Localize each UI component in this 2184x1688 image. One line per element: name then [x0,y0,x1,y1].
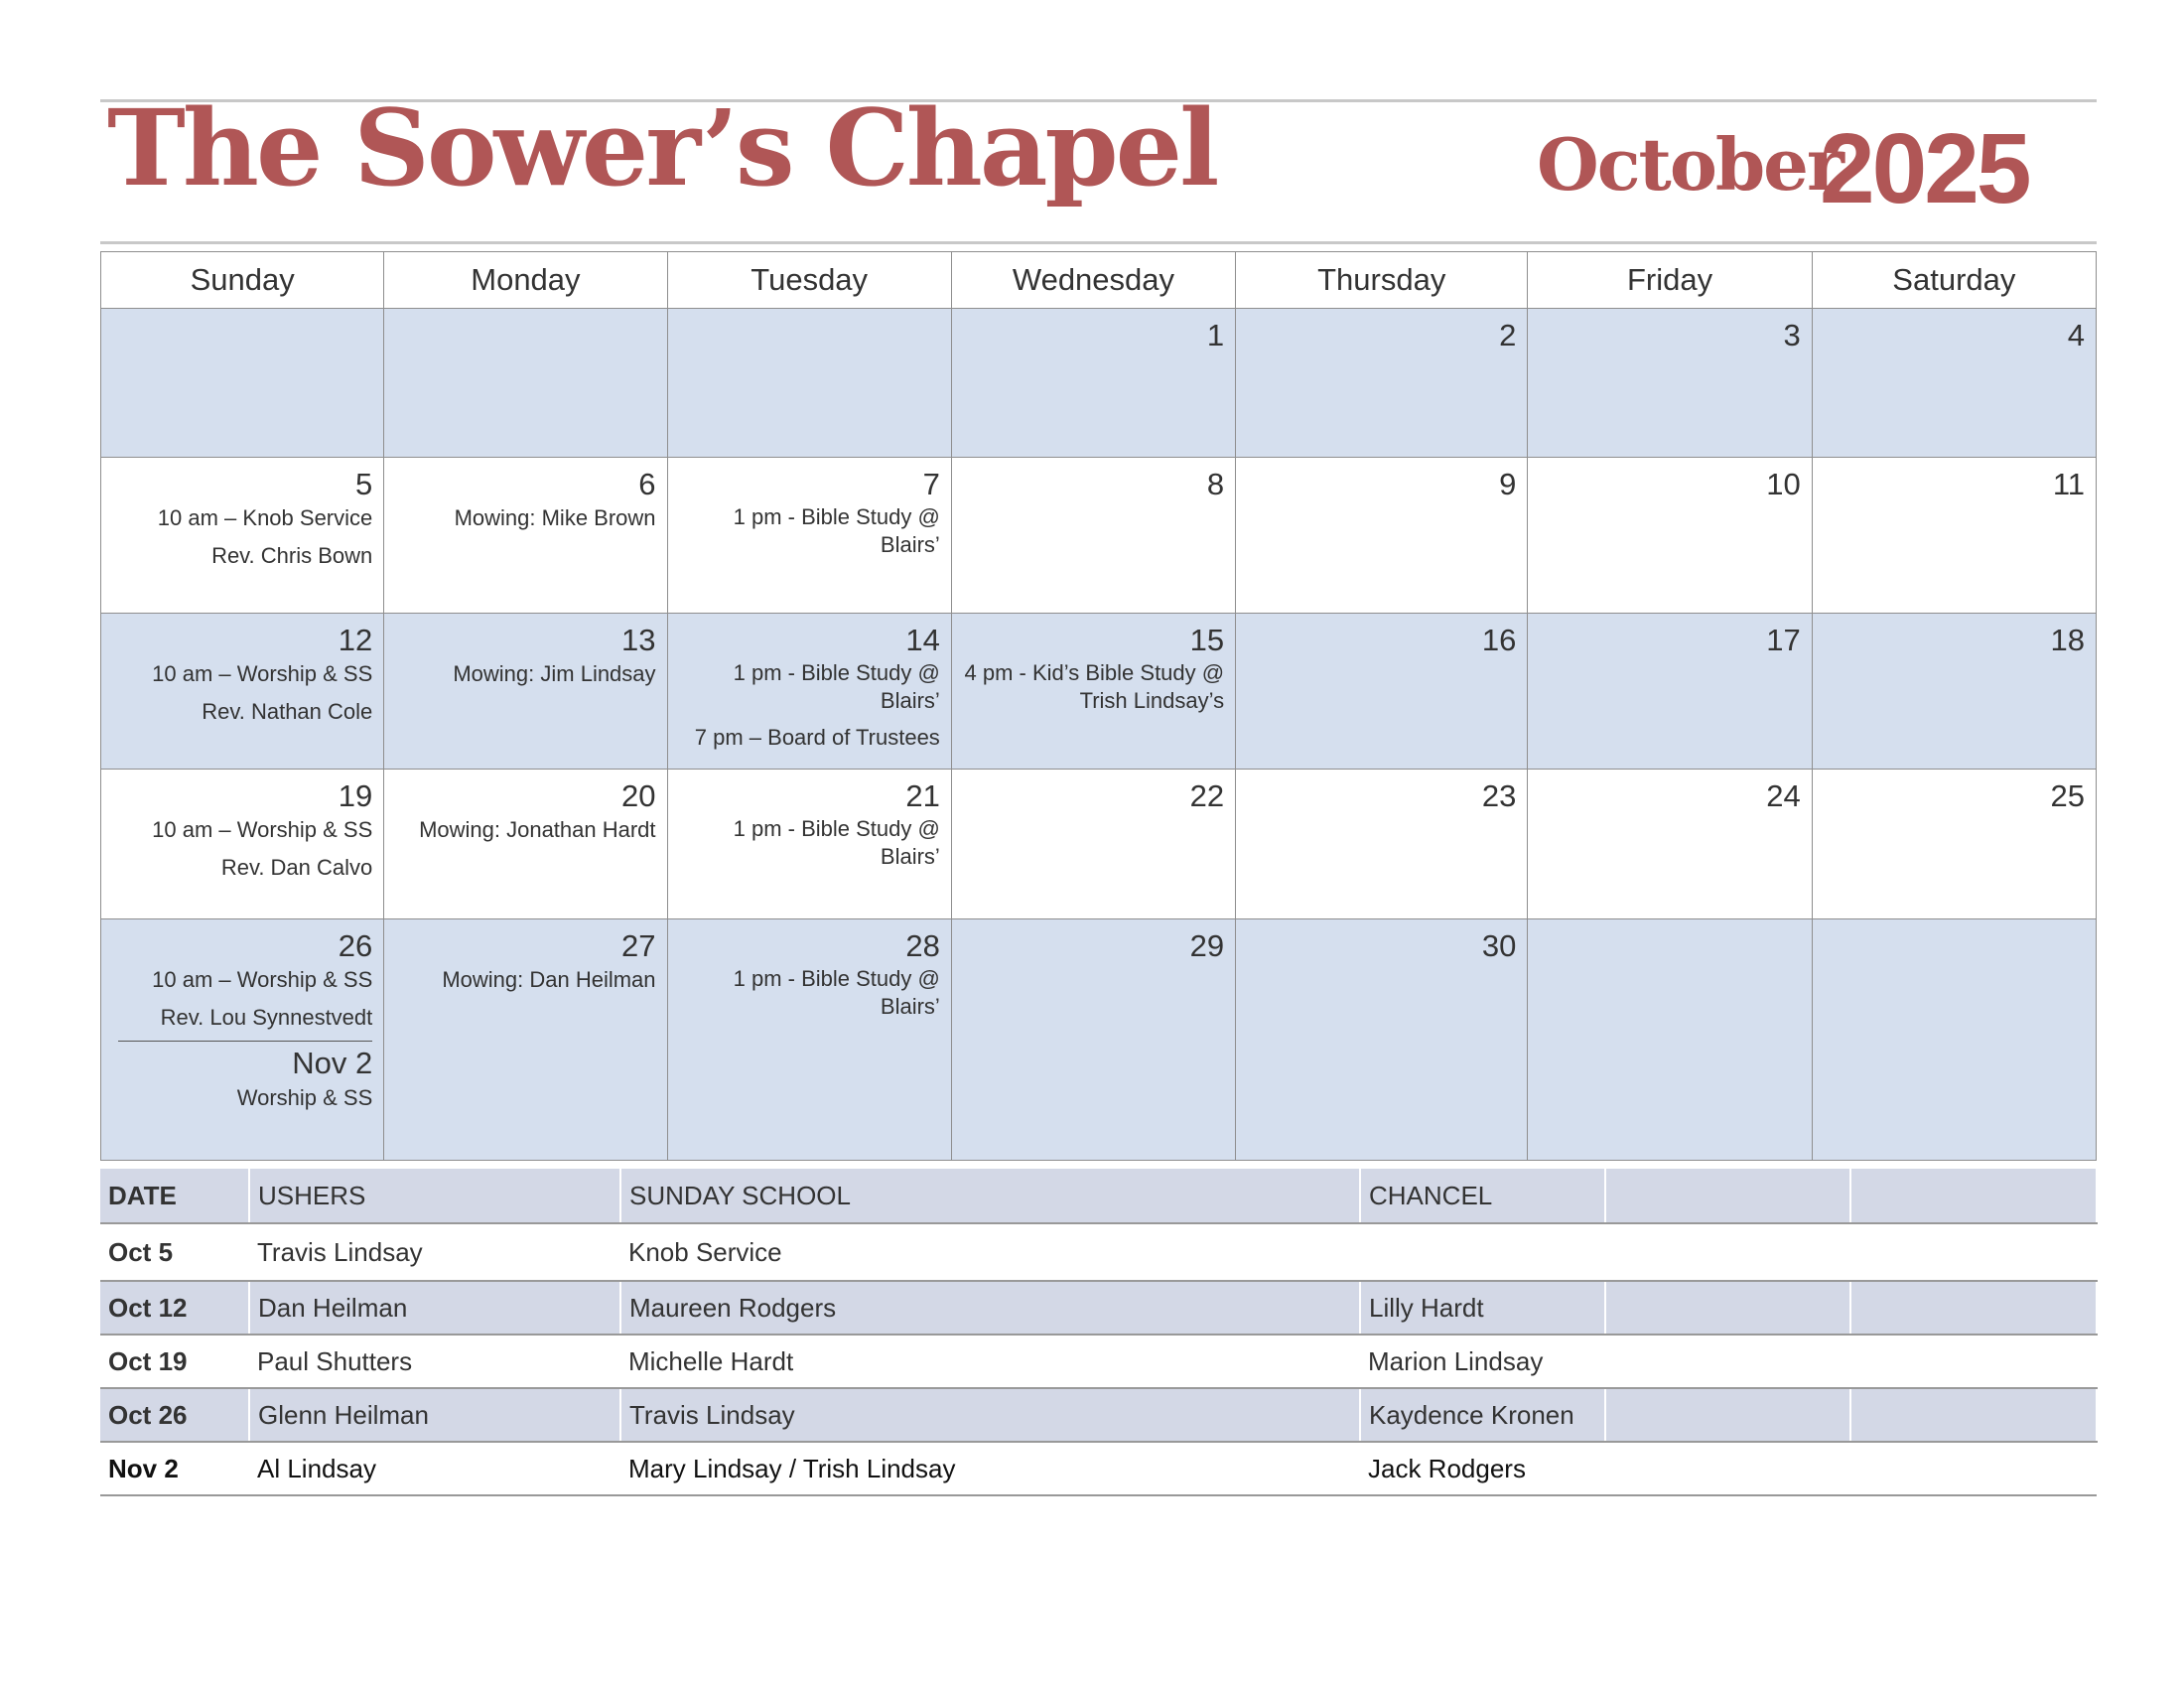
roster-sunday-school: Knob Service [620,1223,1360,1281]
event-text: 1 pm - Bible Study @ Blairs’ [733,504,940,557]
roster-header-blank [1850,1169,2097,1223]
day-cell [101,458,384,614]
day-cell [1812,919,2096,1161]
day-number: 28 [905,928,940,963]
day-number: 19 [338,778,373,813]
month-label: October [1537,122,1843,207]
day-number: 25 [2050,778,2085,813]
day-cell [101,919,384,1161]
event-text: Rev. Nathan Cole [202,699,373,724]
day-cell [667,919,951,1161]
event-text: 10 am – Worship & SS [152,967,373,992]
day-cell [101,770,384,919]
day-cell [667,614,951,770]
day-number: 22 [1189,778,1225,813]
day-number: 27 [621,928,656,963]
roster-blank [1850,1442,2097,1495]
year-label: 2025 [1820,113,2029,224]
event-text: 4 pm - Kid’s Bible Study @ Trish Lindsay’s [964,660,1225,713]
roster-row [100,1442,2097,1495]
roster-row [100,1223,2097,1281]
weekday-header: Wednesday [951,252,1235,309]
calendar-grid [100,251,2097,1161]
weekday-header: Monday [384,252,667,309]
day-number: 15 [1189,623,1225,657]
roster-blank [1605,1335,1850,1388]
day-number: 12 [338,623,373,657]
weekday-header: Friday [1528,252,1812,309]
event-text: Worship & SS [236,1085,373,1110]
day-number: 23 [1481,778,1517,813]
day-cell [384,458,667,614]
day-cell [1528,309,1812,458]
page-title: The Sower’s Chapel [107,85,1217,210]
calendar-week-row [101,919,2097,1161]
event-text: 10 am – Worship & SS [152,817,373,842]
event-text: 10 am – Worship & SS [152,661,373,686]
day-cell [1236,770,1528,919]
event-text: Mowing: Jonathan Hardt [419,817,656,842]
roster-header-blank [1605,1169,1850,1223]
roster-chancel: Lilly Hardt [1360,1281,1605,1335]
day-number: 11 [2052,467,2085,501]
roster-blank [1850,1388,2097,1442]
calendar-week-row [101,770,2097,919]
day-cell [951,770,1235,919]
roster-date: Oct 26 [100,1388,249,1442]
day-number: 1 [1206,318,1225,352]
weekday-header: Tuesday [667,252,951,309]
day-number: 2 [1499,318,1517,352]
day-cell [384,309,667,458]
roster-ushers: Dan Heilman [249,1281,620,1335]
day-cell [1812,458,2096,614]
day-number: 20 [621,778,656,813]
day-cell [1528,458,1812,614]
event-text: Rev. Dan Calvo [220,855,373,880]
event-text: 7 pm – Board of Trustees [694,725,940,750]
event-text: Mowing: Dan Heilman [442,967,656,992]
event-text: 1 pm - Bible Study @ Blairs’ [733,966,940,1019]
day-number: 21 [905,778,940,813]
calendar-week-row [101,614,2097,770]
day-cell [384,770,667,919]
roster-chancel: Kaydence Kronen [1360,1388,1605,1442]
day-cell [951,614,1235,770]
event-text: Rev. Chris Bown [211,543,373,568]
day-number: 6 [638,467,656,501]
roster-header-sunday-school: SUNDAY SCHOOL [620,1169,1360,1223]
day-number: 24 [1766,778,1801,813]
roster-blank [1605,1388,1850,1442]
day-number: 29 [1189,928,1225,963]
event-text: Mowing: Mike Brown [454,505,656,530]
roster-header-ushers: USHERS [249,1169,620,1223]
day-cell [101,309,384,458]
roster-blank [1850,1281,2097,1335]
roster-date: Oct 19 [100,1335,249,1388]
roster-date: Nov 2 [100,1442,249,1495]
roster-blank [1850,1223,2097,1281]
day-cell [101,614,384,770]
day-cell [1528,919,1812,1161]
roster-row [100,1281,2097,1335]
roster-row [100,1388,2097,1442]
next-month-separator [118,1041,372,1042]
roster-row [100,1335,2097,1388]
day-number: 13 [621,623,656,657]
day-number: 14 [905,623,940,657]
roster-ushers: Al Lindsay [249,1442,620,1495]
weekday-header: Thursday [1236,252,1528,309]
weekday-header-row [101,252,2097,309]
roster-ushers: Glenn Heilman [249,1388,620,1442]
day-cell [951,458,1235,614]
day-number: 4 [2067,318,2085,352]
next-month-date: Nov 2 [292,1046,373,1080]
event-text: 1 pm - Bible Study @ Blairs’ [733,660,940,713]
day-number: 9 [1499,467,1517,501]
calendar-week-row [101,309,2097,458]
roster-header-chancel: CHANCEL [1360,1169,1605,1223]
day-cell [1236,309,1528,458]
day-number: 8 [1206,467,1225,501]
roster-sunday-school: Travis Lindsay [620,1388,1360,1442]
day-number: 7 [922,467,940,501]
day-cell [384,919,667,1161]
day-cell [951,919,1235,1161]
day-cell [667,458,951,614]
roster-blank [1605,1223,1850,1281]
event-text: Rev. Lou Synnestvedt [160,1005,373,1030]
day-number: 3 [1783,318,1801,352]
day-cell [951,309,1235,458]
weekday-header: Sunday [101,252,384,309]
weekday-header: Saturday [1812,252,2096,309]
roster-header-date: DATE [100,1169,249,1223]
event-text: 1 pm - Bible Study @ Blairs’ [733,816,940,869]
roster-blank [1605,1281,1850,1335]
day-number: 17 [1766,623,1801,657]
roster-sunday-school: Maureen Rodgers [620,1281,1360,1335]
day-cell [1236,614,1528,770]
day-cell [667,309,951,458]
roster-chancel [1360,1223,1605,1281]
day-cell [384,614,667,770]
roster-ushers: Paul Shutters [249,1335,620,1388]
day-cell [667,770,951,919]
roster-ushers: Travis Lindsay [249,1223,620,1281]
roster-date: Oct 5 [100,1223,249,1281]
roster-blank [1605,1442,1850,1495]
roster-header-row [100,1169,2097,1223]
event-text: 10 am – Knob Service [157,505,373,530]
day-number: 26 [338,928,373,963]
day-number: 10 [1766,467,1801,501]
day-cell [1236,919,1528,1161]
day-cell [1812,309,2096,458]
roster-chancel: Marion Lindsay [1360,1335,1605,1388]
day-number: 30 [1481,928,1517,963]
calendar-week-row [101,458,2097,614]
day-number: 18 [2050,623,2085,657]
day-number: 5 [355,467,373,501]
day-cell [1236,458,1528,614]
event-text: Mowing: Jim Lindsay [453,661,656,686]
roster-sunday-school: Michelle Hardt [620,1335,1360,1388]
roster-chancel: Jack Rodgers [1360,1442,1605,1495]
day-cell [1812,770,2096,919]
roster-sunday-school: Mary Lindsay / Trish Lindsay [620,1442,1360,1495]
day-number: 16 [1481,623,1517,657]
roster-date: Oct 12 [100,1281,249,1335]
roster-blank [1850,1335,2097,1388]
day-cell [1528,614,1812,770]
roster-table [100,1169,2098,1496]
header-rule [100,241,2097,244]
day-cell [1812,614,2096,770]
day-cell [1528,770,1812,919]
